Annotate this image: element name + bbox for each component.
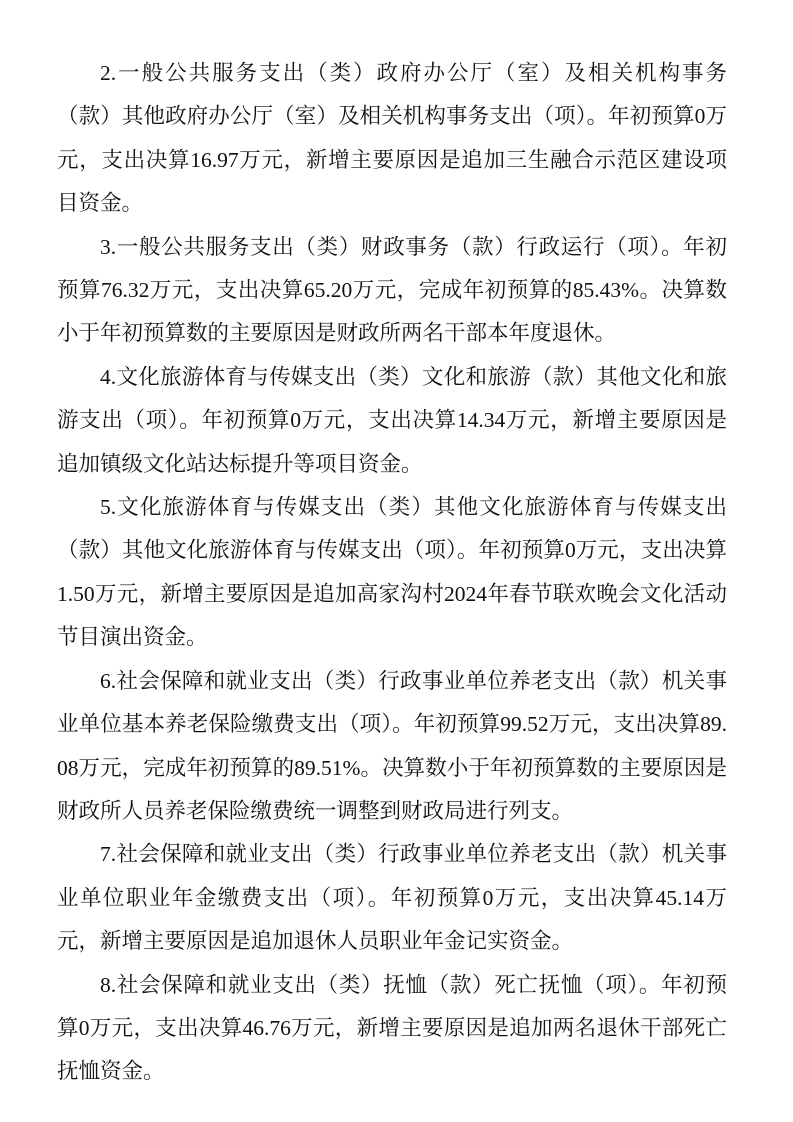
paragraph-item-4: 4.文化旅游体育与传媒支出（类）文化和旅游（款）其他文化和旅游支出（项）。年初预算0万元，支出决算14.34万元，新增主要原因是追加镇级文化站达标提升等项目资金。 [57,364,727,476]
paragraph-item-7: 7.社会保障和就业支出（类）行政事业单位养老支出（款）机关事业单位职业年金缴费支出（项）。年初预算0万元，支出决算45.14万元，新增主要原因是追加退休人员职业年金记实资金。 [57,842,727,954]
paragraph-item-8: 8.社会保障和就业支出（类）抚恤（款）死亡抚恤（项）。年初预算0万元，支出决算46.76万元，新增主要原因是追加两名退休干部死亡抚恤资金。 [57,972,727,1084]
paragraph-item-3: 3.一般公共服务支出（类）财政事务（款）行政运行（项）。年初预算76.32万元，支出决算65.20万元，完成年初预算的85.43%。决算数小于年初预算数的主要原因是财政所两名干部本年度退休。 [57,234,727,346]
paragraph-item-6: 6.社会保障和就业支出（类）行政事业单位养老支出（款）机关事业单位基本养老保险缴费支出（项）。年初预算99.52万元，支出决算89.08万元，完成年初预算的89.51%。决算数小于年初预算数的主要原因是财政所人员养老保险缴费统一调整到财政局进行列支。 [57,668,727,823]
paragraph-item-5: 5.文化旅游体育与传媒支出（类）其他文化旅游体育与传媒支出（款）其他文化旅游体育与传媒支出（项）。年初预算0万元，支出决算1.50万元，新增主要原因是追加高家沟村2024年春节联欢晚会文化活动节目演出资金。 [57,495,727,650]
paragraph-item-2: 2.一般公共服务支出（类）政府办公厅（室）及相关机构事务（款）其他政府办公厅（室）及相关机构事务支出（项）。年初预算0万元，支出决算16.97万元，新增主要原因是追加三生融合示范区建设项目资金。 [57,61,727,216]
